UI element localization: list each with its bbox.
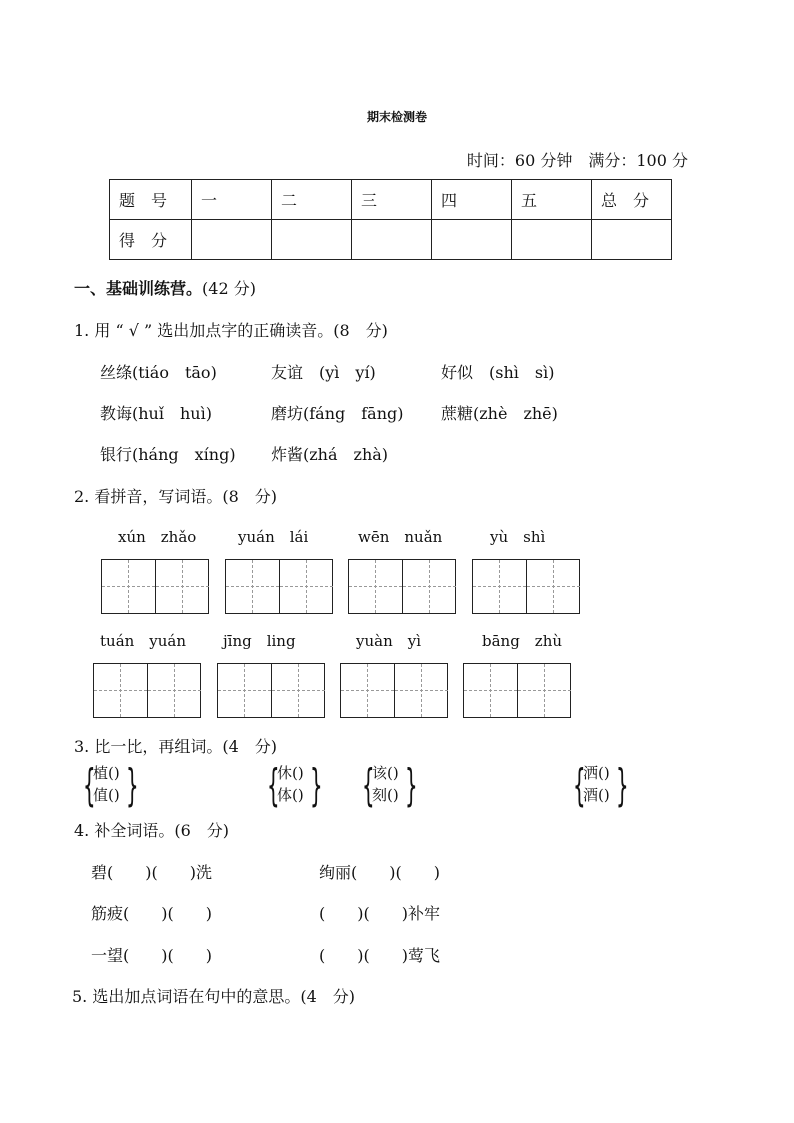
section-points: (42 分) bbox=[202, 279, 256, 298]
writing-grid[interactable] bbox=[472, 559, 580, 614]
table-cell: 二 bbox=[272, 180, 352, 220]
table-cell: 五 bbox=[512, 180, 592, 220]
section-title: 一、基础训练营。 bbox=[74, 279, 203, 298]
score-table-header-row bbox=[110, 180, 672, 220]
char-pair-item[interactable]: 体() bbox=[277, 786, 304, 804]
char-pair-item[interactable]: 植() bbox=[93, 764, 120, 782]
pronunciation-item[interactable]: 炸酱(zhá zhà) bbox=[271, 445, 389, 464]
question-2-prompt: 2. 看拼音，写词语。(8 分) bbox=[74, 487, 278, 506]
pinyin-label: jīng ling bbox=[223, 632, 296, 650]
writing-grid[interactable] bbox=[93, 663, 201, 718]
pinyin-label: yuàn yì bbox=[356, 632, 422, 650]
table-cell: 得 分 bbox=[110, 220, 192, 260]
table-cell: 总 分 bbox=[592, 180, 672, 220]
idiom-item[interactable]: ( )( )莺飞 bbox=[319, 946, 440, 965]
writing-grid[interactable] bbox=[217, 663, 325, 718]
question-5-prompt: 5. 选出加点词语在句中的意思。(4 分) bbox=[72, 987, 356, 1006]
char-pair-item[interactable]: 刻() bbox=[372, 786, 399, 804]
table-cell: 四 bbox=[432, 180, 512, 220]
char-pair bbox=[277, 762, 304, 806]
left-brace-icon: { bbox=[573, 760, 586, 811]
right-brace-icon: } bbox=[405, 760, 418, 811]
writing-grid[interactable] bbox=[225, 559, 333, 614]
char-pair bbox=[583, 762, 610, 806]
table-cell: 一 bbox=[192, 180, 272, 220]
score-input-cell[interactable] bbox=[192, 220, 272, 260]
pronunciation-item[interactable]: 丝绦(tiáo tāo) bbox=[100, 363, 217, 382]
idiom-item[interactable]: 一望( )( ) bbox=[91, 946, 212, 965]
right-brace-icon: } bbox=[126, 760, 139, 811]
pronunciation-item[interactable]: 好似 (shì sì) bbox=[441, 363, 555, 382]
pronunciation-item[interactable]: 磨坊(fáng fāng) bbox=[271, 404, 404, 423]
pinyin-label: yù shì bbox=[490, 528, 546, 546]
char-pair bbox=[372, 762, 399, 806]
pinyin-label: yuán lái bbox=[238, 528, 309, 546]
table-cell: 题 号 bbox=[110, 180, 192, 220]
time-info: 时间：60 分钟 满分：100 分 bbox=[466, 151, 688, 170]
pronunciation-item[interactable]: 教诲(huǐ huì) bbox=[100, 404, 212, 423]
table-cell: 三 bbox=[352, 180, 432, 220]
pronunciation-item[interactable]: 蔗糖(zhè zhē) bbox=[441, 404, 558, 423]
char-pair-item[interactable]: 值() bbox=[93, 786, 120, 804]
char-pair-item[interactable]: 休() bbox=[277, 764, 304, 782]
writing-grid[interactable] bbox=[340, 663, 448, 718]
pinyin-label: bāng zhù bbox=[482, 632, 563, 650]
right-brace-icon: } bbox=[616, 760, 629, 811]
right-brace-icon: } bbox=[310, 760, 323, 811]
pronunciation-item[interactable]: 友谊 (yì yí) bbox=[271, 363, 376, 382]
writing-grid[interactable] bbox=[101, 559, 209, 614]
pinyin-label: xún zhǎo bbox=[118, 528, 197, 546]
char-pair-item[interactable]: 洒() bbox=[583, 764, 610, 782]
char-pair bbox=[93, 762, 120, 806]
pinyin-label: wēn nuǎn bbox=[358, 528, 443, 546]
score-table bbox=[109, 179, 672, 260]
pronunciation-item[interactable]: 银行(háng xíng) bbox=[100, 445, 236, 464]
score-input-cell[interactable] bbox=[432, 220, 512, 260]
left-brace-icon: { bbox=[267, 760, 280, 811]
page-title: 期末检测卷 bbox=[366, 110, 427, 124]
score-input-cell[interactable] bbox=[512, 220, 592, 260]
left-brace-icon: { bbox=[83, 760, 96, 811]
score-input-cell[interactable] bbox=[272, 220, 352, 260]
left-brace-icon: { bbox=[362, 760, 375, 811]
writing-grid[interactable] bbox=[463, 663, 571, 718]
score-input-cell[interactable] bbox=[592, 220, 672, 260]
idiom-item[interactable]: ( )( )补牢 bbox=[319, 904, 440, 923]
writing-grid[interactable] bbox=[348, 559, 456, 614]
question-4-prompt: 4. 补全词语。(6 分) bbox=[74, 821, 230, 840]
pinyin-label: tuán yuán bbox=[100, 632, 187, 650]
char-pair-item[interactable]: 酒() bbox=[583, 786, 610, 804]
question-1-prompt: 1. 用 “ √ ” 选出加点字的正确读音。(8 分) bbox=[74, 321, 388, 340]
char-pair-item[interactable]: 该() bbox=[372, 764, 399, 782]
idiom-item[interactable]: 碧( )( )洗 bbox=[91, 863, 212, 882]
idiom-item[interactable]: 绚丽( )( ) bbox=[319, 863, 440, 882]
score-input-cell[interactable] bbox=[352, 220, 432, 260]
question-3-prompt: 3. 比一比，再组词。(4 分) bbox=[74, 737, 278, 756]
idiom-item[interactable]: 筋疲( )( ) bbox=[91, 904, 212, 923]
section-heading bbox=[74, 276, 256, 299]
score-table-score-row bbox=[110, 220, 672, 260]
